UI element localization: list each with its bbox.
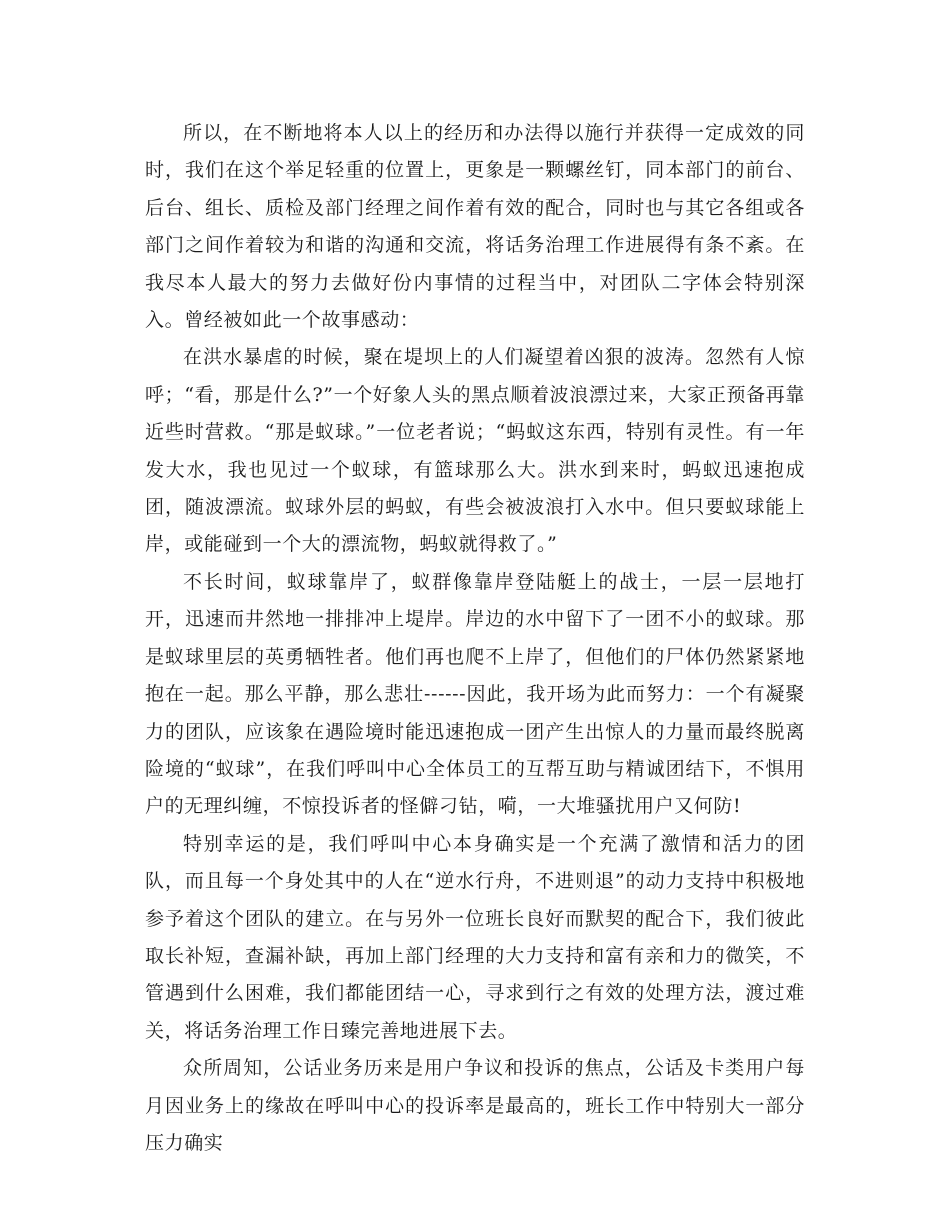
paragraph-5: 众所周知，公话业务历来是用户争议和投诉的焦点，公话及卡类用户每月因业务上的缘故在呼叫中心的投诉率是最高的，班长工作中特别大一部分压力确实 xyxy=(145,1057,805,1154)
document-body xyxy=(145,115,805,1162)
paragraph-3: 不长时间，蚁球靠岸了，蚁群像靠岸登陆艇上的战士，一层一层地打开，迅速而井然地一排排冲上堤岸。岸边的水中留下了一团不小的蚁球。那是蚁球里层的英勇牺牲者。他们再也爬不上岸了，但他们的尸体仍然紧紧地抱在一起。那么平静，那么悲壮------因此，我开场为此而努力：一个有凝聚力的团队，应该象在遇险境时能迅速抱成一团产生出惊人的力量而最终脱离险境的“蚁球”，在我们呼叫中心全体员工的互帮互助与精诚团结下，不惧用户的无理纠缠，不惊投诉者的怪僻刁钻，嗬，一大堆骚扰用户又何防! xyxy=(145,570,805,818)
paragraph-1: 所以，在不断地将本人以上的经历和办法得以施行并获得一定成效的同时，我们在这个举足轻重的位置上，更象是一颗螺丝钉，同本部门的前台、后台、组长、质检及部门经理之间作着有效的配合，同时也与其它各组或各部门之间作着较为和谐的沟通和交流，将话务治理工作进展得有条不紊。在我尽本人最大的努力去做好份内事情的过程当中，对团队二字体会特别深入。曾经被如此一个故事感动： xyxy=(145,122,805,332)
paragraph-4: 特别幸运的是，我们呼叫中心本身确实是一个充满了激情和活力的团队，而且每一个身处其中的人在“逆水行舟，不进则退”的动力支持中积极地参予着这个团队的建立。在与另外一位班长良好而默契的配合下，我们彼此取长补短，查漏补缺，再加上部门经理的大力支持和富有亲和力的微笑，不管遇到什么困难，我们都能团结一心，寻求到行之有效的处理方法，渡过难关，将话务治理工作日臻完善地进展下去。 xyxy=(145,832,805,1042)
paragraph-2: 在洪水暴虐的时候，聚在堤坝上的人们凝望着凶狠的波涛。忽然有人惊呼；“看，那是什么?”一个好象人头的黑点顺着波浪漂过来，大家正预备再靠近些时营救。“那是蚁球。”一位老者说；“蚂蚁这东西，特别有灵性。有一年发大水，我也见过一个蚁球，有篮球那么大。洪水到来时，蚂蚁迅速抱成团，随波漂流。蚁球外层的蚂蚁，有些会被波浪打入水中。但只要蚁球能上岸，或能碰到一个大的漂流物，蚂蚁就得救了。” xyxy=(145,346,805,556)
